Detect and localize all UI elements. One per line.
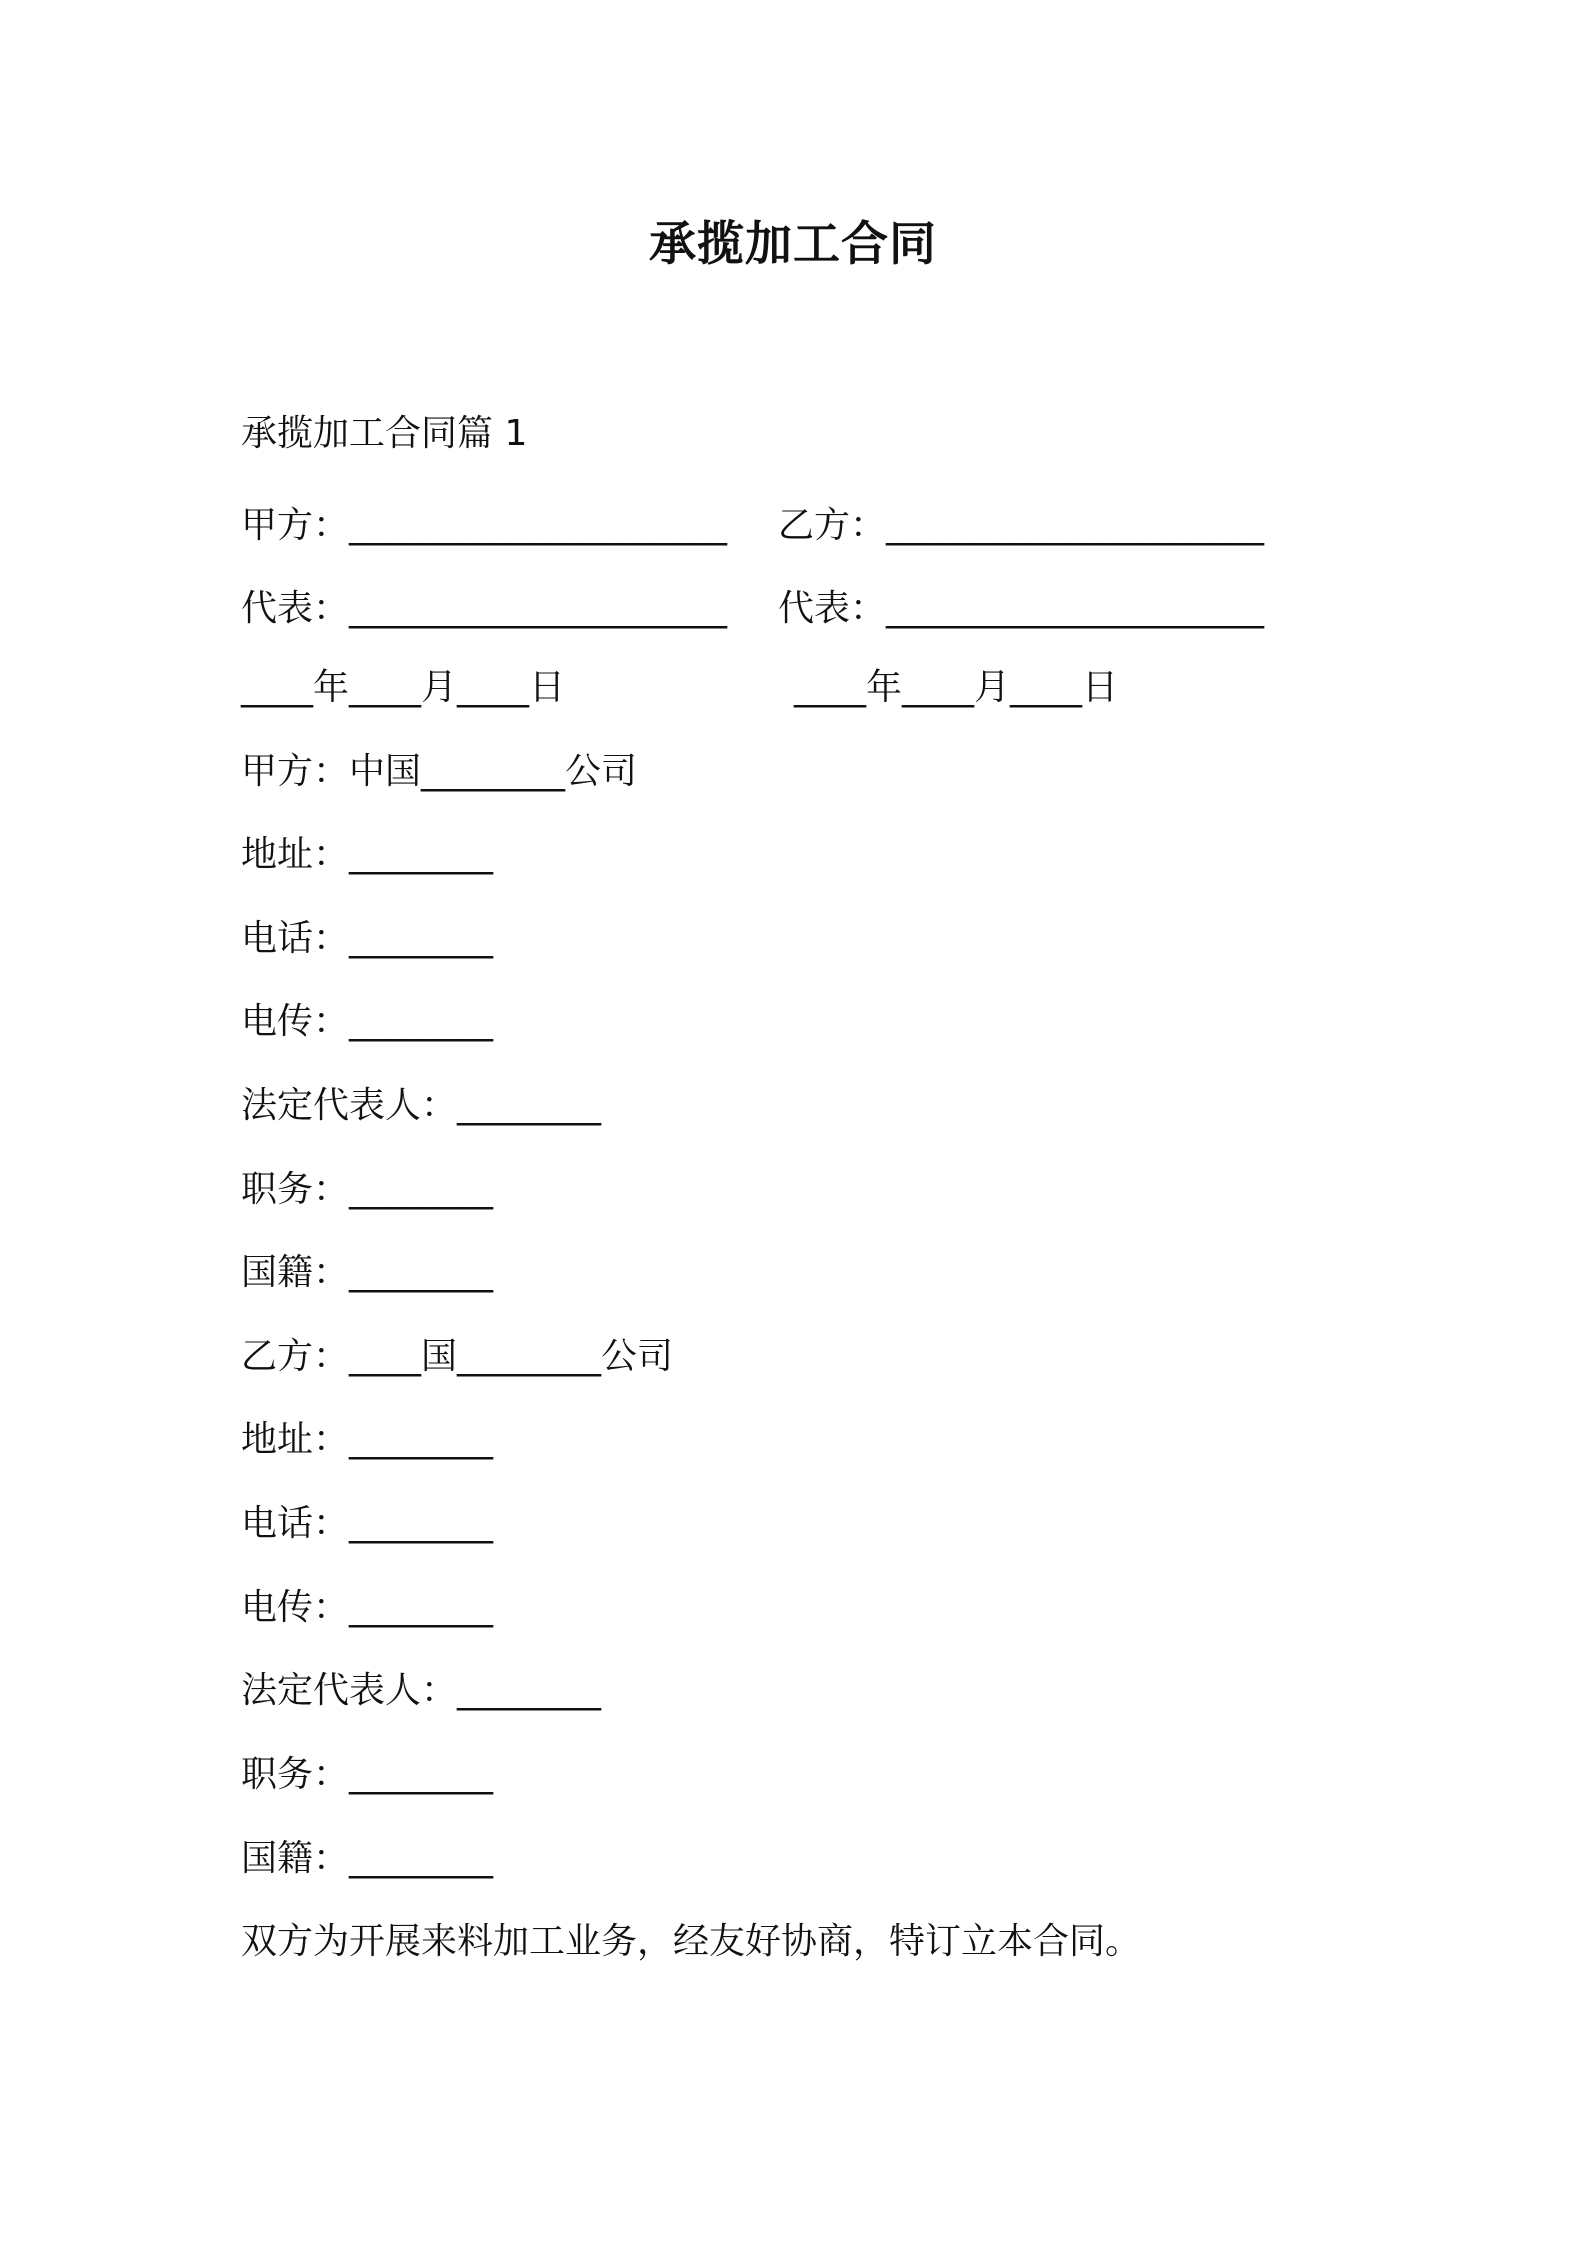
party-b-representative-line: 代表：_____________________ (778, 588, 1265, 629)
section-heading: 承揽加工合同篇 1 (241, 413, 528, 454)
party-b-legal-representative: 法定代表人：________ (241, 1670, 602, 1711)
contract-preamble: 双方为开展来料加工业务，经友好协商，特订立本合同。 (241, 1921, 1142, 1962)
party-b-date-line: ____年____月____日 (794, 667, 1119, 708)
party-a-representative-line: 代表：_____________________ (241, 588, 728, 629)
party-a-sign-line: 甲方：_____________________ (241, 505, 728, 546)
party-b-nationality: 国籍：________ (241, 1838, 494, 1879)
party-b-fax: 电传：________ (241, 1587, 494, 1628)
party-a-date-line: ____年____月____日 (241, 667, 566, 708)
party-b-sign-line: 乙方：_____________________ (778, 505, 1265, 546)
party-a-legal-representative: 法定代表人：________ (241, 1085, 602, 1126)
party-b-phone: 电话：________ (241, 1503, 494, 1544)
party-b-address: 地址：________ (241, 1419, 494, 1460)
party-a-phone: 电话：________ (241, 918, 494, 959)
party-b-position: 职务：________ (241, 1754, 494, 1795)
party-a-fax: 电传：________ (241, 1001, 494, 1042)
party-a-address: 地址：________ (241, 834, 494, 875)
party-a-position: 职务：________ (241, 1169, 494, 1210)
document-title: 承揽加工合同 (649, 217, 937, 272)
party-a-name: 甲方：中国________公司 (241, 751, 638, 792)
party-a-nationality: 国籍：________ (241, 1252, 494, 1293)
party-b-name: 乙方：____国________公司 (241, 1336, 674, 1377)
